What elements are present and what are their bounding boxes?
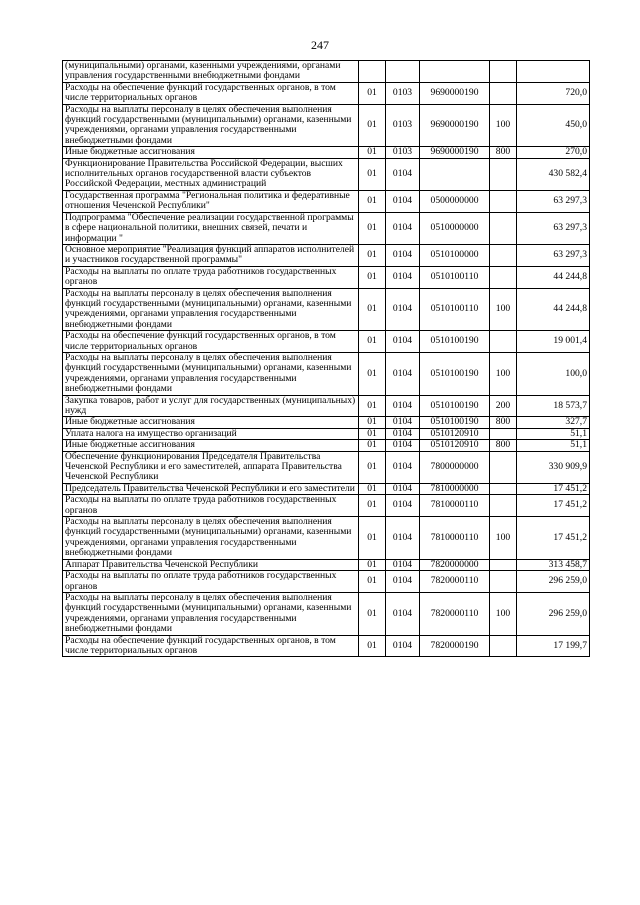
row-ministry-code: 01 bbox=[359, 451, 386, 483]
row-section-code: 0104 bbox=[386, 495, 420, 517]
row-name-cell: (муниципальными) органами, казенными учреждениями, органами управления государственными внебюджетными фондами bbox=[63, 61, 359, 83]
row-section-code: 0104 bbox=[386, 428, 420, 439]
row-name-cell: Расходы на выплаты по оплате труда работников государственных органов bbox=[63, 495, 359, 517]
row-expense-type-code: 100 bbox=[490, 592, 517, 635]
row-name-cell: Расходы на выплаты персоналу в целях обеспечения выполнения функций государственными (муниципальными) органами, казенными учреждениями, органами управления государственными внебюджетными фондами bbox=[63, 592, 359, 635]
row-amount: 430 582,4 bbox=[517, 158, 590, 190]
row-ministry-code: 01 bbox=[359, 417, 386, 428]
row-name-cell: Расходы на обеспечение функций государственных органов, в том числе территориальных органов bbox=[63, 635, 359, 657]
table-row bbox=[63, 428, 590, 439]
row-section-code: 0104 bbox=[386, 483, 420, 494]
table-row bbox=[63, 571, 590, 593]
row-name-cell: Основное мероприятие "Реализация функций аппаратов исполнителей и участников государственной программы" bbox=[63, 244, 359, 266]
row-ministry-code: 01 bbox=[359, 483, 386, 494]
row-expense-type-code bbox=[490, 244, 517, 266]
row-name-cell: Иные бюджетные ассигнования bbox=[63, 147, 359, 158]
row-ministry-code: 01 bbox=[359, 190, 386, 212]
row-target-article-code: 7820000000 bbox=[420, 559, 490, 570]
row-section-code: 0104 bbox=[386, 212, 420, 244]
row-ministry-code: 01 bbox=[359, 571, 386, 593]
row-target-article-code: 7820000190 bbox=[420, 635, 490, 657]
row-amount: 100,0 bbox=[517, 352, 590, 395]
table-row bbox=[63, 288, 590, 331]
row-target-article-code: 0510100110 bbox=[420, 266, 490, 288]
table-row bbox=[63, 147, 590, 158]
row-name-cell: Аппарат Правительства Чеченской Республики bbox=[63, 559, 359, 570]
row-expense-type-code bbox=[490, 266, 517, 288]
row-amount: 17 451,2 bbox=[517, 483, 590, 494]
row-name-cell: Иные бюджетные ассигнования bbox=[63, 440, 359, 451]
row-target-article-code: 7810000110 bbox=[420, 517, 490, 560]
row-ministry-code: 01 bbox=[359, 331, 386, 353]
row-ministry-code: 01 bbox=[359, 635, 386, 657]
row-section-code: 0104 bbox=[386, 451, 420, 483]
row-name-cell: Подпрограмма "Обеспечение реализации государственной программы в сфере национальной политики, внешних связей, печати и информации " bbox=[63, 212, 359, 244]
row-target-article-code: 7820000110 bbox=[420, 592, 490, 635]
row-target-article-code: 0500000000 bbox=[420, 190, 490, 212]
row-amount: 720,0 bbox=[517, 82, 590, 104]
row-name-cell: Расходы на выплаты персоналу в целях обеспечения выполнения функций государственными (муниципальными) органами, казенными учреждениями, органами управления государственными внебюджетными фондами bbox=[63, 352, 359, 395]
table-row bbox=[63, 158, 590, 190]
row-section-code: 0104 bbox=[386, 158, 420, 190]
row-amount: 63 297,3 bbox=[517, 212, 590, 244]
row-target-article-code: 7820000110 bbox=[420, 571, 490, 593]
row-expense-type-code: 800 bbox=[490, 147, 517, 158]
row-name-cell: Уплата налога на имущество организаций bbox=[63, 428, 359, 439]
row-amount: 44 244,8 bbox=[517, 288, 590, 331]
row-name-cell: Обеспечение функционирования Председателя Правительства Чеченской Республики и его заместителей, аппарата Правительства Чеченской Республики bbox=[63, 451, 359, 483]
table-row bbox=[63, 417, 590, 428]
row-amount: 18 573,7 bbox=[517, 395, 590, 417]
row-expense-type-code bbox=[490, 190, 517, 212]
row-target-article-code: 9690000190 bbox=[420, 82, 490, 104]
row-section-code: 0104 bbox=[386, 417, 420, 428]
row-ministry-code: 01 bbox=[359, 395, 386, 417]
row-target-article-code: 0510120910 bbox=[420, 440, 490, 451]
row-section-code: 0104 bbox=[386, 571, 420, 593]
row-target-article-code: 0510120910 bbox=[420, 428, 490, 439]
row-target-article-code: 7810000000 bbox=[420, 483, 490, 494]
row-target-article-code bbox=[420, 158, 490, 190]
row-section-code: 0104 bbox=[386, 592, 420, 635]
row-expense-type-code bbox=[490, 61, 517, 83]
row-amount: 17 199,7 bbox=[517, 635, 590, 657]
row-name-cell: Закупка товаров, работ и услуг для государственных (муниципальных) нужд bbox=[63, 395, 359, 417]
row-amount: 63 297,3 bbox=[517, 244, 590, 266]
row-expense-type-code bbox=[490, 158, 517, 190]
row-amount: 63 297,3 bbox=[517, 190, 590, 212]
page-number: 247 bbox=[311, 38, 329, 52]
table-row bbox=[63, 352, 590, 395]
row-name-cell: Государственная программа "Региональная политика и федеративные отношения Чеченской Республики" bbox=[63, 190, 359, 212]
table-row bbox=[63, 559, 590, 570]
row-amount: 330 909,9 bbox=[517, 451, 590, 483]
budget-table-body bbox=[63, 61, 590, 657]
table-row bbox=[63, 244, 590, 266]
row-ministry-code: 01 bbox=[359, 495, 386, 517]
row-section-code: 0103 bbox=[386, 104, 420, 147]
row-section-code: 0103 bbox=[386, 82, 420, 104]
row-target-article-code: 9690000190 bbox=[420, 104, 490, 147]
row-expense-type-code: 100 bbox=[490, 288, 517, 331]
row-expense-type-code bbox=[490, 495, 517, 517]
row-section-code: 0104 bbox=[386, 288, 420, 331]
row-amount: 19 001,4 bbox=[517, 331, 590, 353]
table-row bbox=[63, 190, 590, 212]
row-target-article-code: 0510100190 bbox=[420, 395, 490, 417]
row-name-cell: Расходы на выплаты персоналу в целях обеспечения выполнения функций государственными (муниципальными) органами, казенными учреждениями, органами управления государственными внебюджетными фондами bbox=[63, 104, 359, 147]
row-expense-type-code: 100 bbox=[490, 352, 517, 395]
row-target-article-code: 0510100190 bbox=[420, 331, 490, 353]
row-expense-type-code: 800 bbox=[490, 440, 517, 451]
row-name-cell: Расходы на выплаты по оплате труда работников государственных органов bbox=[63, 571, 359, 593]
row-name-cell: Функционирование Правительства Российской Федерации, высших исполнительных органов государственной власти субъектов Российской Федерации, местных администраций bbox=[63, 158, 359, 190]
row-ministry-code: 01 bbox=[359, 158, 386, 190]
row-amount bbox=[517, 61, 590, 83]
row-ministry-code: 01 bbox=[359, 352, 386, 395]
table-row bbox=[63, 266, 590, 288]
table-row bbox=[63, 635, 590, 657]
row-expense-type-code bbox=[490, 559, 517, 570]
row-expense-type-code bbox=[490, 82, 517, 104]
row-amount: 327,7 bbox=[517, 417, 590, 428]
row-ministry-code: 01 bbox=[359, 440, 386, 451]
row-target-article-code: 7800000000 bbox=[420, 451, 490, 483]
row-target-article-code: 0510100000 bbox=[420, 244, 490, 266]
row-ministry-code: 01 bbox=[359, 147, 386, 158]
row-expense-type-code bbox=[490, 635, 517, 657]
row-section-code: 0104 bbox=[386, 559, 420, 570]
row-amount: 51,1 bbox=[517, 440, 590, 451]
row-expense-type-code: 100 bbox=[490, 517, 517, 560]
row-expense-type-code bbox=[490, 331, 517, 353]
row-name-cell: Расходы на выплаты по оплате труда работников государственных органов bbox=[63, 266, 359, 288]
row-amount: 296 259,0 bbox=[517, 571, 590, 593]
row-section-code: 0104 bbox=[386, 395, 420, 417]
row-name-cell: Расходы на выплаты персоналу в целях обеспечения выполнения функций государственными (муниципальными) органами, казенными учреждениями, органами управления государственными внебюджетными фондами bbox=[63, 517, 359, 560]
budget-table bbox=[62, 60, 590, 657]
row-expense-type-code bbox=[490, 212, 517, 244]
row-expense-type-code: 800 bbox=[490, 417, 517, 428]
row-name-cell: Расходы на обеспечение функций государственных органов, в том числе территориальных органов bbox=[63, 82, 359, 104]
row-target-article-code: 7810000110 bbox=[420, 495, 490, 517]
row-amount: 17 451,2 bbox=[517, 495, 590, 517]
row-target-article-code: 0510100190 bbox=[420, 352, 490, 395]
row-ministry-code: 01 bbox=[359, 559, 386, 570]
row-ministry-code: 01 bbox=[359, 266, 386, 288]
row-section-code: 0104 bbox=[386, 440, 420, 451]
row-expense-type-code bbox=[490, 428, 517, 439]
table-row bbox=[63, 592, 590, 635]
table-row bbox=[63, 517, 590, 560]
row-section-code: 0103 bbox=[386, 147, 420, 158]
table-row bbox=[63, 82, 590, 104]
table-row bbox=[63, 331, 590, 353]
row-section-code: 0104 bbox=[386, 635, 420, 657]
row-expense-type-code: 100 bbox=[490, 104, 517, 147]
table-row bbox=[63, 440, 590, 451]
table-row bbox=[63, 451, 590, 483]
row-amount: 51,1 bbox=[517, 428, 590, 439]
table-row bbox=[63, 61, 590, 83]
row-ministry-code: 01 bbox=[359, 212, 386, 244]
row-ministry-code: 01 bbox=[359, 428, 386, 439]
row-amount: 450,0 bbox=[517, 104, 590, 147]
row-amount: 17 451,2 bbox=[517, 517, 590, 560]
row-section-code: 0104 bbox=[386, 266, 420, 288]
row-amount: 296 259,0 bbox=[517, 592, 590, 635]
table-row bbox=[63, 104, 590, 147]
table-row bbox=[63, 483, 590, 494]
row-amount: 270,0 bbox=[517, 147, 590, 158]
row-expense-type-code bbox=[490, 451, 517, 483]
row-ministry-code: 01 bbox=[359, 517, 386, 560]
row-expense-type-code bbox=[490, 571, 517, 593]
table-row bbox=[63, 495, 590, 517]
row-expense-type-code: 200 bbox=[490, 395, 517, 417]
row-target-article-code: 0510000000 bbox=[420, 212, 490, 244]
row-target-article-code: 0510100110 bbox=[420, 288, 490, 331]
row-target-article-code bbox=[420, 61, 490, 83]
row-ministry-code: 01 bbox=[359, 592, 386, 635]
row-section-code: 0104 bbox=[386, 352, 420, 395]
row-target-article-code: 9690000190 bbox=[420, 147, 490, 158]
row-name-cell: Председатель Правительства Чеченской Республики и его заместители bbox=[63, 483, 359, 494]
row-ministry-code: 01 bbox=[359, 104, 386, 147]
row-expense-type-code bbox=[490, 483, 517, 494]
row-name-cell: Расходы на обеспечение функций государственных органов, в том числе территориальных органов bbox=[63, 331, 359, 353]
row-section-code: 0104 bbox=[386, 331, 420, 353]
table-row bbox=[63, 395, 590, 417]
row-section-code bbox=[386, 61, 420, 83]
row-amount: 313 458,7 bbox=[517, 559, 590, 570]
table-row bbox=[63, 212, 590, 244]
row-section-code: 0104 bbox=[386, 244, 420, 266]
row-target-article-code: 0510100190 bbox=[420, 417, 490, 428]
row-section-code: 0104 bbox=[386, 190, 420, 212]
row-section-code: 0104 bbox=[386, 517, 420, 560]
row-name-cell: Иные бюджетные ассигнования bbox=[63, 417, 359, 428]
row-amount: 44 244,8 bbox=[517, 266, 590, 288]
row-ministry-code: 01 bbox=[359, 288, 386, 331]
row-ministry-code: 01 bbox=[359, 82, 386, 104]
row-ministry-code bbox=[359, 61, 386, 83]
row-name-cell: Расходы на выплаты персоналу в целях обеспечения выполнения функций государственными (муниципальными) органами, казенными учреждениями, органами управления государственными внебюджетными фондами bbox=[63, 288, 359, 331]
row-ministry-code: 01 bbox=[359, 244, 386, 266]
